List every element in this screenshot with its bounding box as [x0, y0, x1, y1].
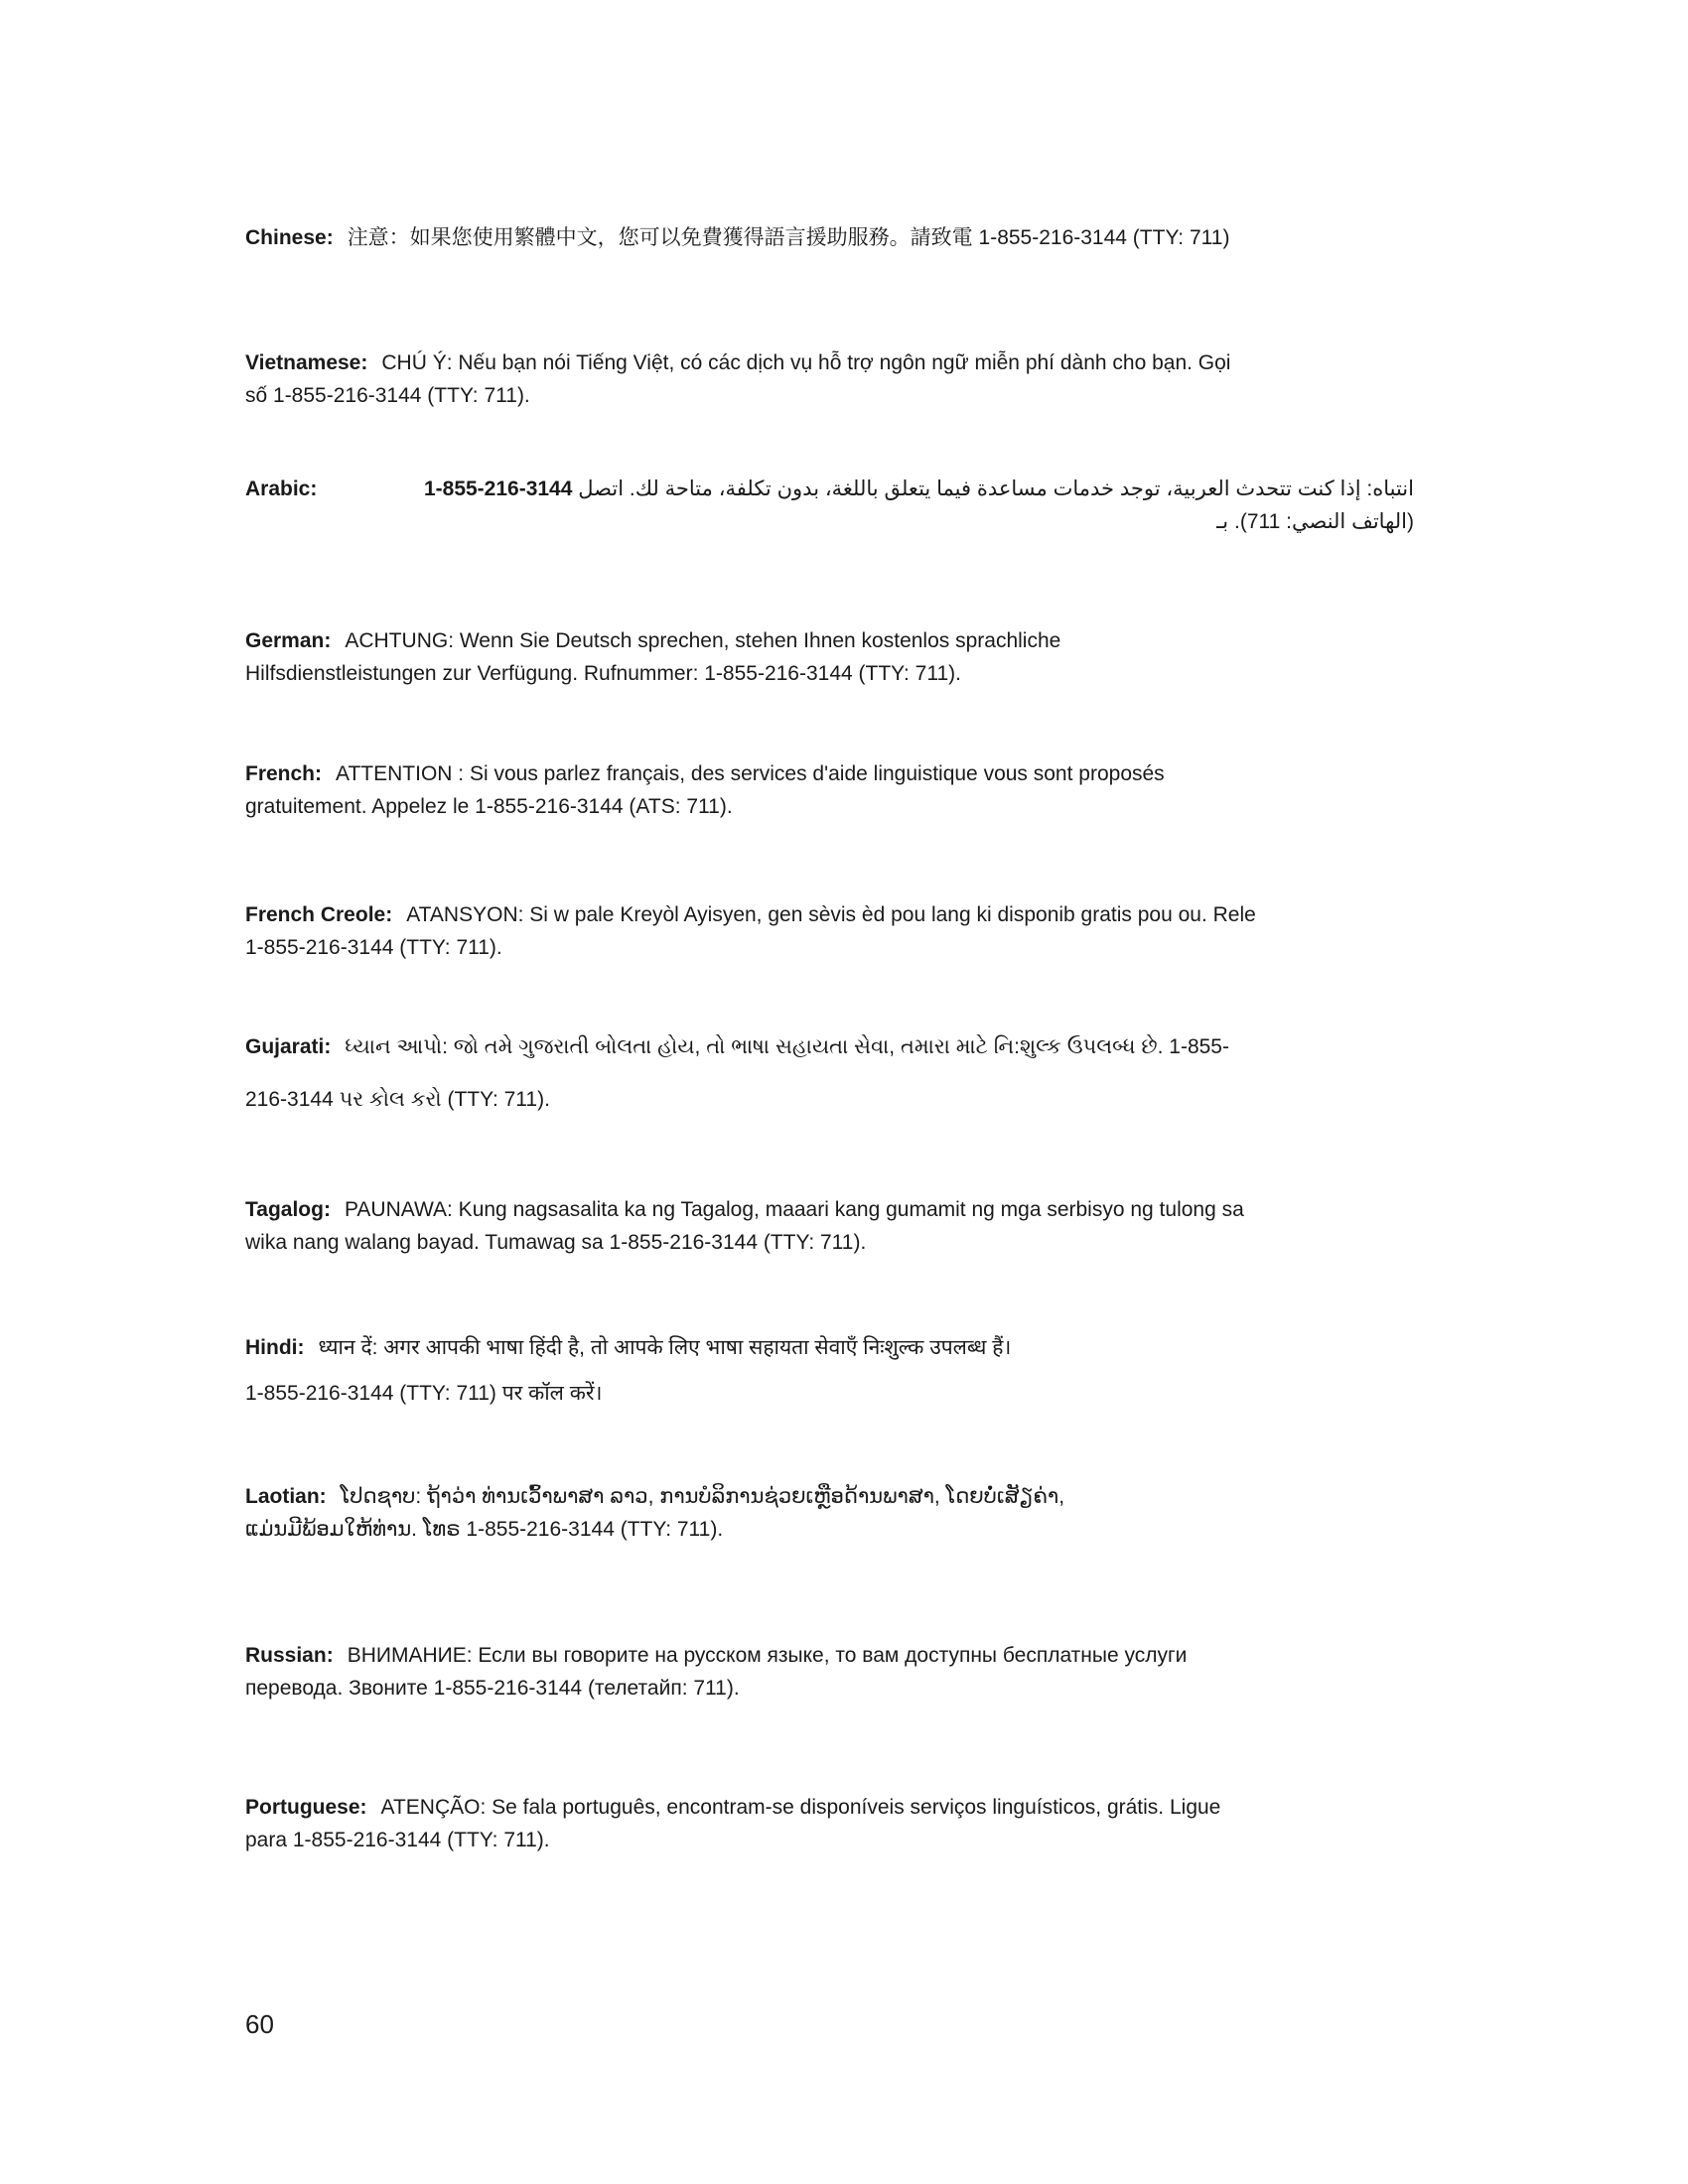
notice-text: ध्यान दें: अगर आपकी भाषा हिंदी है, तो आपके लिए भाषा सहायता सेवाएँ निःशुल्क उपलब्ध हैं।	[318, 1336, 1012, 1359]
notice-text: số 1-855-216-3144 (TTY: 711).	[245, 384, 530, 407]
notice-text: ແມ່ນມີພ້ອມໃຫ້ທ່ານ. ໂທຣ 1-855-216-3144 (TTY: 711).	[245, 1518, 724, 1541]
language-label: Russian:	[245, 1644, 334, 1667]
notice-line	[245, 1030, 1229, 1063]
notice-line	[245, 1824, 1220, 1856]
notice-text: ACHTUNG: Wenn Sie Deutsch sprechen, stehen Ihnen kostenlos sprachliche	[345, 629, 1061, 652]
notice-line	[245, 931, 1256, 964]
notice-line	[245, 379, 1230, 412]
notice-line	[245, 1513, 1064, 1546]
notice-chinese	[245, 221, 1229, 254]
notice-tagalog	[245, 1193, 1244, 1259]
page-number: 60	[245, 2009, 274, 2039]
notice-gujarati	[245, 1030, 1229, 1116]
notice-line: (الهاتف النصي: 711). بـ	[1216, 510, 1414, 533]
language-label: Vietnamese:	[245, 351, 368, 374]
notice-line	[245, 1083, 1229, 1116]
language-label: Tagalog:	[245, 1198, 331, 1221]
notice-line	[245, 1226, 1244, 1259]
notice-text: ATENÇÃO: Se fala português, encontram-se disponíveis serviços linguísticos, grátis. Ligue	[380, 1796, 1221, 1819]
notice-line	[245, 657, 1060, 690]
notice-hindi	[245, 1331, 1011, 1410]
notice-line	[245, 1331, 1011, 1364]
notice-text: 216-3144 પર કોલ કરો (TTY: 711).	[245, 1088, 550, 1111]
notice-text: ધ્યાન આપો: જો તમે ગુજરાતી બોલતા હોય, તો ભાષા સહાયતા સેવા, તમારા માટે નિ:શુલ્ક ઉપલબ્ધ છે. 1-855-	[345, 1035, 1229, 1058]
notice-portuguese	[245, 1791, 1220, 1856]
notice-laotian	[245, 1480, 1064, 1546]
notice-line	[245, 898, 1256, 931]
language-label: Hindi:	[245, 1336, 305, 1359]
notice-text: wika nang walang bayad. Tumawag sa 1-855-216-3144 (TTY: 711).	[245, 1231, 867, 1254]
notice-french	[245, 757, 1165, 823]
notice-line	[245, 346, 1230, 379]
notice-line	[245, 1672, 1187, 1705]
notice-vietnamese	[245, 346, 1230, 412]
language-label: Gujarati:	[245, 1035, 332, 1058]
arabic-label-block	[245, 473, 331, 505]
notice-text: 1-855-216-3144 (TTY: 711).	[245, 936, 502, 959]
notice-text: ATANSYON: Si w pale Kreyòl Ayisyen, gen sèvis èd pou lang ki disponib gratis pou ou. Rele	[406, 903, 1256, 926]
notice-line	[245, 790, 1165, 823]
notice-german	[245, 624, 1060, 690]
phone-number: 1-855-216-3144	[423, 478, 573, 500]
notice-text: Hilfsdienstleistungen zur Verfügung. Rufnummer: 1-855-216-3144 (TTY: 711).	[245, 662, 961, 685]
language-label: German:	[245, 629, 332, 652]
language-label: Chinese:	[245, 226, 334, 249]
notice-line	[245, 757, 1165, 790]
notice-text: ໂປດຊາບ: ຖ້າວ່າ ທ່ານເວົ້າພາສາ ລາວ, ການບໍລິການຊ່ວຍເຫຼືອດ້ານພາສາ, ໂດຍບໍ່ເສັຽຄ່າ,	[340, 1485, 1065, 1508]
language-label: French:	[245, 762, 323, 785]
notice-text: CHÚ Ý: Nếu bạn nói Tiếng Việt, có các dịch vụ hỗ trợ ngôn ngữ miễn phí dành cho bạn. Gọi	[381, 351, 1231, 374]
notice-french-creole	[245, 898, 1256, 964]
notice-line	[245, 1480, 1064, 1513]
notice-text: 注意：如果您使用繁體中文，您可以免費獲得語言援助服務。請致電 1-855-216-3144 (TTY: 711)	[347, 226, 1230, 249]
notice-text: ВНИМАНИЕ: Если вы говорите на русском языке, то вам доступны бесплатные услуги	[347, 1644, 1188, 1667]
arabic-text-block	[424, 473, 1414, 538]
language-label: Laotian:	[245, 1485, 327, 1508]
notice-text: ATTENTION : Si vous parlez français, des services d'aide linguistique vous sont proposés	[336, 762, 1165, 785]
notice-line	[245, 1377, 1011, 1410]
notice-line	[245, 221, 1229, 254]
notice-text: PAUNAWA: Kung nagsasalita ka ng Tagalog, maaari kang gumamit ng mga serbisyo ng tulong sa	[344, 1198, 1244, 1221]
notice-text: 1-855-216-3144 (TTY: 711) पर कॉल करें।	[245, 1382, 603, 1405]
notice-text: gratuitement. Appelez le 1-855-216-3144 (ATS: 711).	[245, 795, 733, 818]
notice-line	[424, 473, 1414, 505]
language-label: Portuguese:	[245, 1796, 367, 1819]
language-label: Arabic:	[245, 478, 318, 500]
notice-russian	[245, 1639, 1187, 1705]
notice-line	[245, 1193, 1244, 1226]
notice-line	[245, 1639, 1187, 1672]
notice-text: para 1-855-216-3144 (TTY: 711).	[245, 1829, 550, 1851]
notice-line	[245, 1791, 1220, 1824]
notice-line	[245, 624, 1060, 657]
language-label: French Creole:	[245, 903, 393, 926]
notice-text: перевода. Звоните 1-855-216-3144 (телетайп: 711).	[245, 1677, 740, 1700]
notice-text: انتباه: إذا كنت تتحدث العربية، توجد خدمات مساعدة فيما يتعلق باللغة، بدون تكلفة، متاحة لك. اتصل	[578, 478, 1414, 500]
